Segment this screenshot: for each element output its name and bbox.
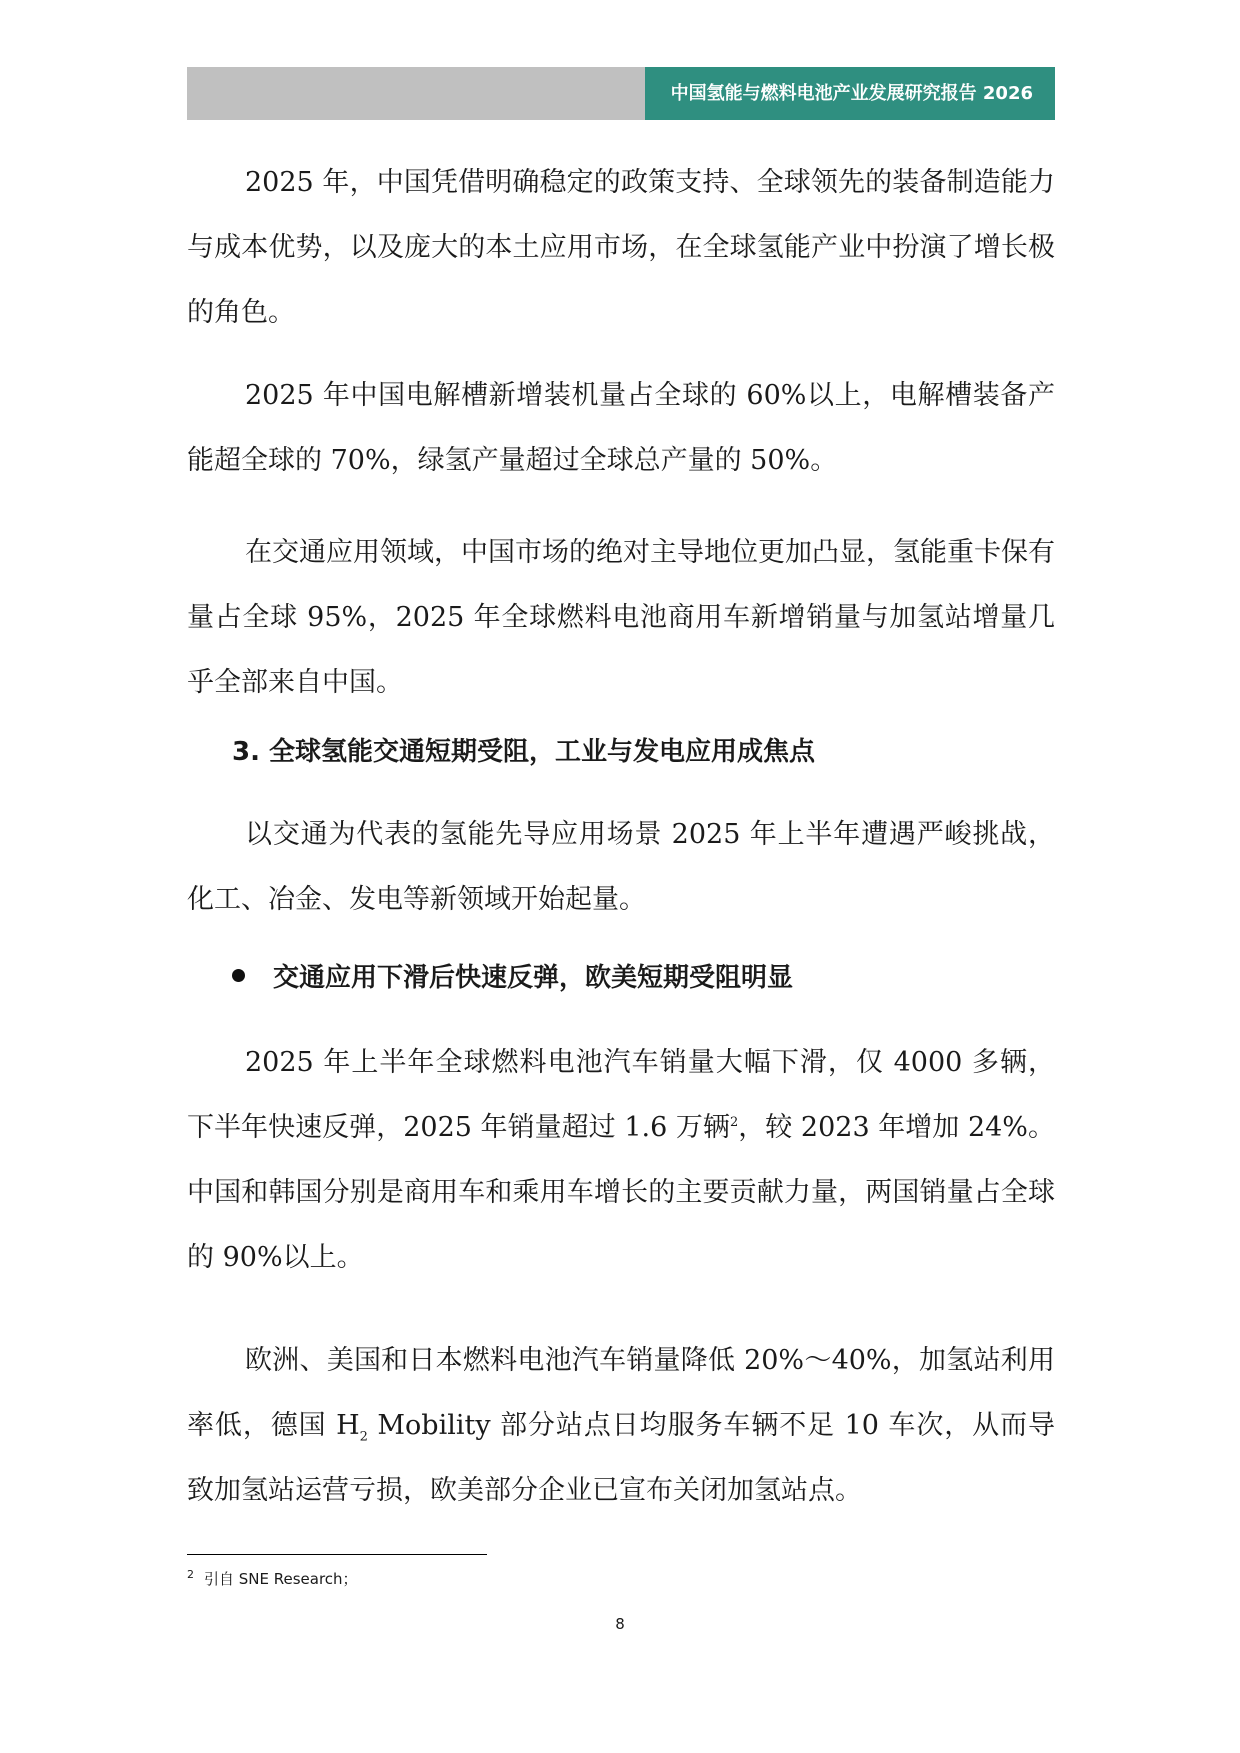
header-title: 中国氢能与燃料电池产业发展研究报告 2026 bbox=[645, 67, 1055, 120]
paragraph-5 bbox=[187, 1030, 1055, 1290]
paragraph-2: 2025 年中国电解槽新增装机量占全球的 60%以上，电解槽装备产能超全球的 70%，绿氢产量超过全球总产量的 50%。 bbox=[187, 380, 1055, 476]
report-header bbox=[187, 67, 1055, 120]
footnote-number: 2 bbox=[187, 1568, 194, 1581]
h2-subscript: 2 bbox=[359, 1429, 368, 1445]
bullet-heading bbox=[232, 946, 793, 1011]
bullet-heading-text: 交通应用下滑后快速反弹，欧美短期受阻明显 bbox=[273, 963, 794, 993]
paragraph-6-part-a: 欧洲、美国和日本燃料电池汽车销量降低 20%～40%，加氢站利用率低，德国 H bbox=[187, 1345, 1055, 1441]
paragraph-5-part-b: ，较 2023 年增加 24%。中国和韩国分别是商用车和乘用车增长的主要贡献力量，两国销量占全球的 90%以上。 bbox=[187, 1112, 1055, 1273]
bullet-dot-icon bbox=[232, 969, 245, 982]
footnote bbox=[187, 1568, 358, 1589]
page-number: 8 bbox=[615, 1615, 625, 1633]
paragraph-5-part-a: 2025 年上半年全球燃料电池汽车销量大幅下滑，仅 4000 多辆，下半年快速反弹，2025 年销量超过 1.6 万辆 bbox=[187, 1047, 1055, 1143]
paragraph-6-part-b: Mobility 部分站点日均服务车辆不足 10 车次，从而导致加氢站运营亏损，欧美部分企业已宣布关闭加氢站点。 bbox=[187, 1410, 1055, 1506]
header-grey-band bbox=[187, 67, 645, 120]
paragraph-1: 2025 年，中国凭借明确稳定的政策支持、全球领先的装备制造能力与成本优势，以及庞大的本土应用市场，在全球氢能产业中扮演了增长极的角色。 bbox=[187, 167, 1055, 328]
paragraph-3: 在交通应用领域，中国市场的绝对主导地位更加凸显，氢能重卡保有量占全球 95%，2025 年全球燃料电池商用车新增销量与加氢站增量几乎全部来自中国。 bbox=[187, 537, 1055, 698]
paragraph-6 bbox=[187, 1328, 1055, 1523]
section-heading-3: 3. 全球氢能交通短期受阻，工业与发电应用成焦点 bbox=[232, 737, 816, 767]
footnote-text: 引自 SNE Research； bbox=[204, 1570, 358, 1588]
footnote-divider bbox=[187, 1554, 487, 1555]
paragraph-4: 以交通为代表的氢能先导应用场景 2025 年上半年遭遇严峻挑战，化工、冶金、发电等新领域开始起量。 bbox=[187, 819, 1055, 915]
footnote-ref[interactable]: 2 bbox=[729, 1115, 739, 1130]
